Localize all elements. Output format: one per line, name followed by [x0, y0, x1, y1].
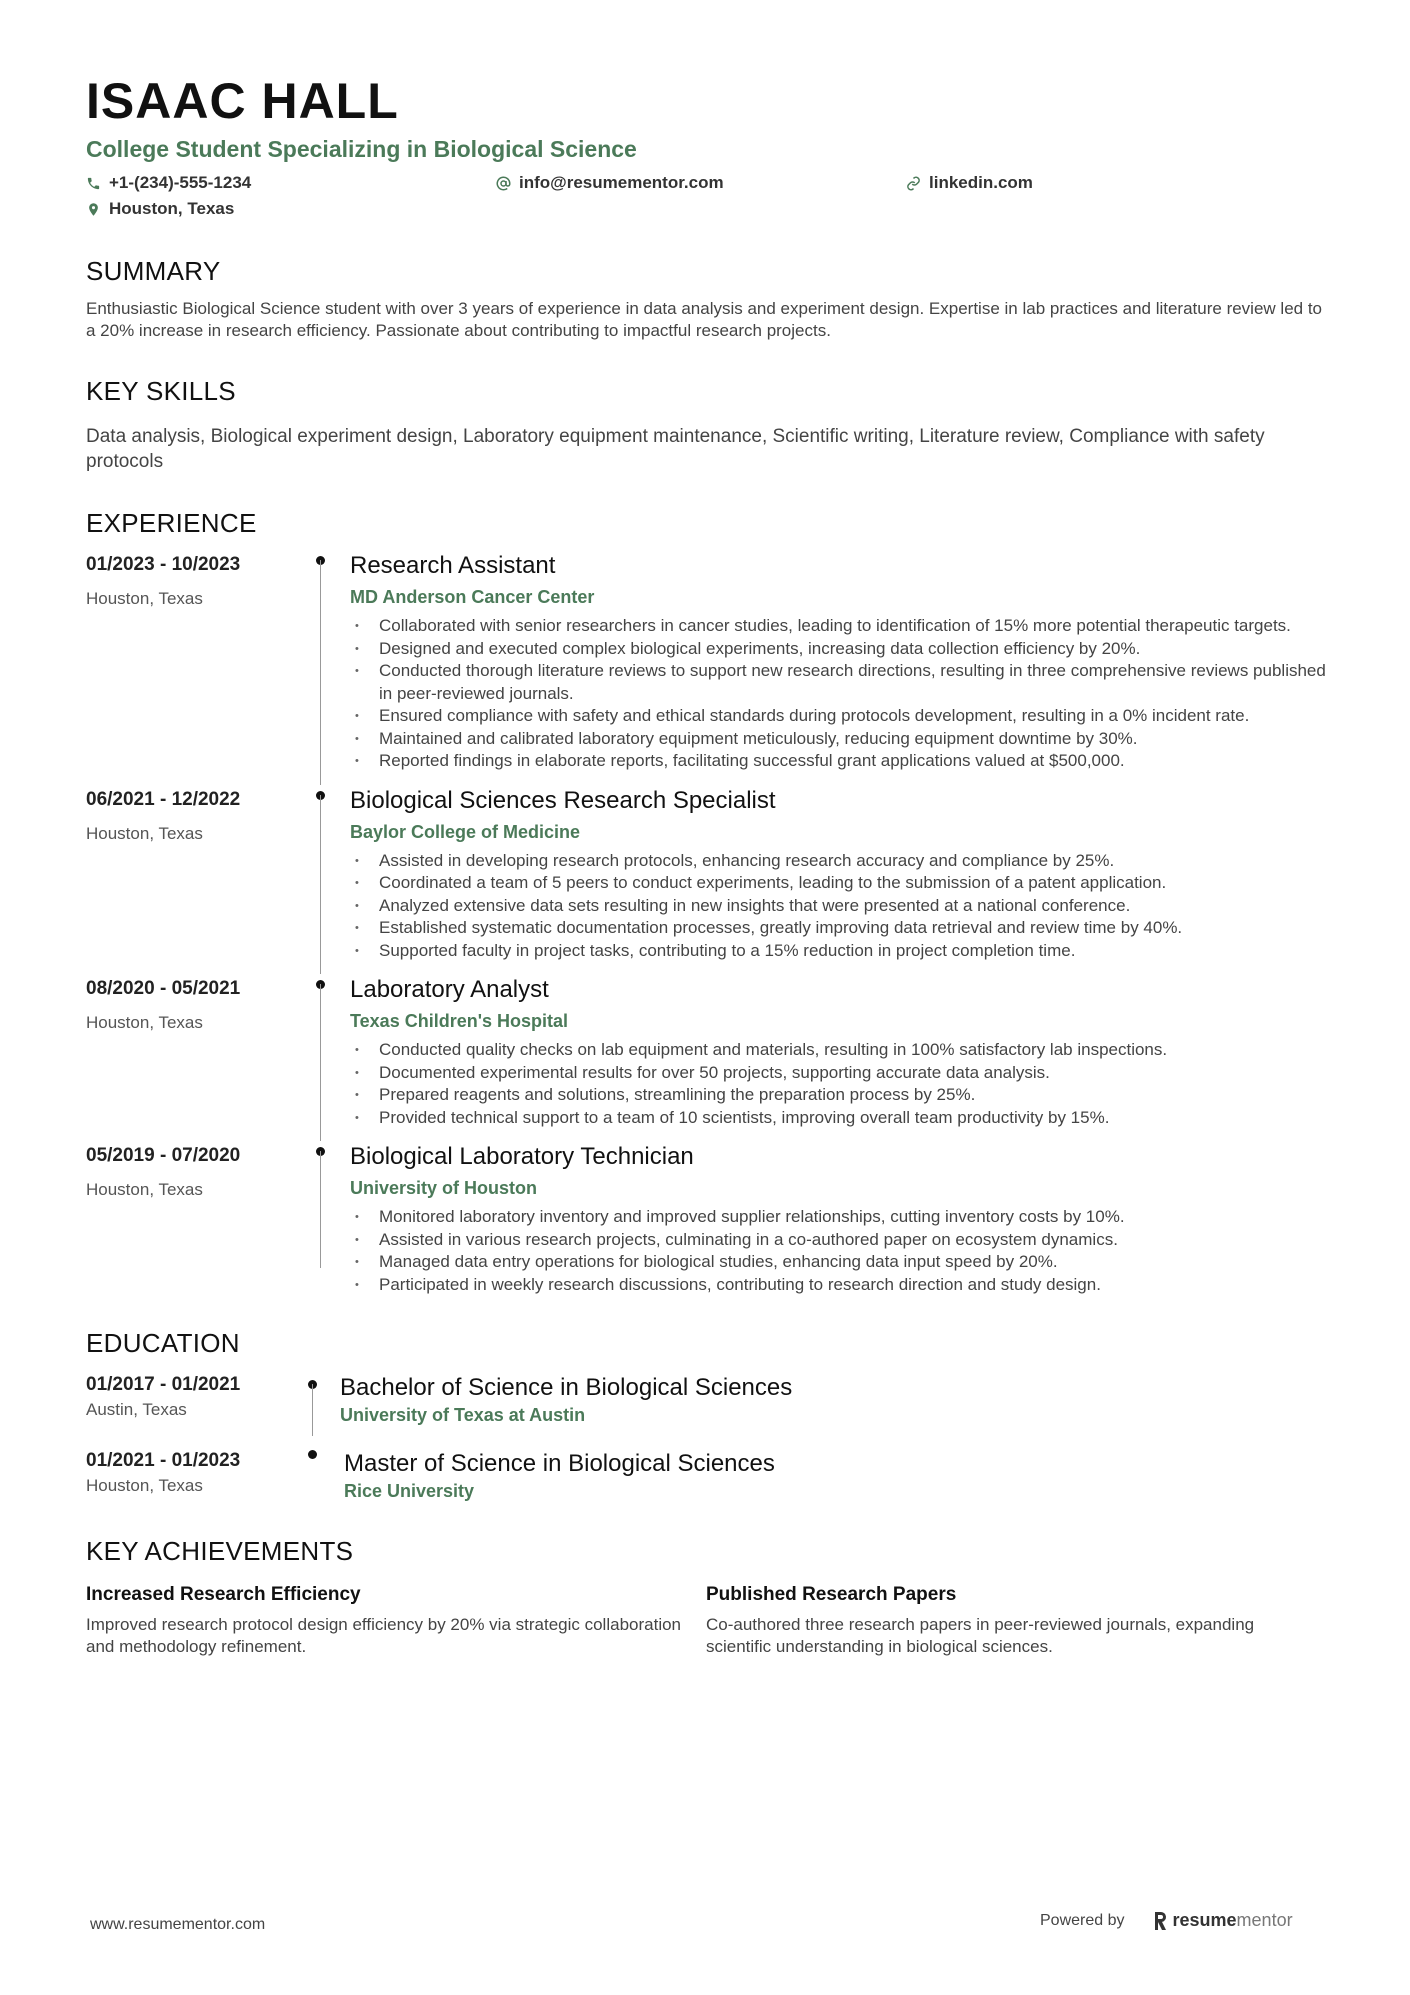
- footer-website[interactable]: www.resumementor.com: [90, 1916, 266, 1933]
- achievements-grid: [86, 1582, 1326, 1658]
- at-icon: [496, 176, 511, 191]
- experience-org: Texas Children's Hospital: [350, 1011, 569, 1031]
- education-dates: 01/2017 - 01/2021: [86, 1374, 241, 1395]
- experience-role: Biological Laboratory Technician: [350, 1143, 694, 1170]
- summary-heading: SUMMARY: [86, 256, 221, 286]
- achievement-item: [86, 1582, 706, 1658]
- bullet-item: • Collaborated with senior researchers in cancer studies, leading to identification of 15% more potential therapeutic targets.: [350, 615, 1326, 638]
- education-heading: EDUCATION: [86, 1328, 240, 1358]
- bullet-item: • Maintained and calibrated laboratory equipment meticulously, reducing equipment downtime by 30%.: [350, 728, 1326, 751]
- location-text: Houston, Texas: [109, 199, 235, 218]
- achievement-text: Improved research protocol design efficiency by 20% via strategic collaboration and methodology refinement.: [86, 1615, 681, 1656]
- brand-logo[interactable]: [1153, 1910, 1293, 1931]
- timeline-marker: [308, 1448, 344, 1502]
- bullet-item: • Assisted in various research projects, culminating in a co-authored paper on ecosystem dynamics.: [350, 1229, 1326, 1252]
- location-pin-icon: [86, 202, 101, 217]
- experience-org: MD Anderson Cancer Center: [350, 587, 595, 607]
- experience-org: University of Houston: [350, 1178, 538, 1198]
- timeline-line: [320, 795, 321, 975]
- timeline-marker: [308, 785, 350, 975]
- experience-dates: 05/2019 - 07/2020: [86, 1145, 241, 1166]
- powered-by-label: Powered by: [1040, 1911, 1125, 1929]
- education-dates: 01/2021 - 01/2023: [86, 1450, 241, 1471]
- experience-role: Laboratory Analyst: [350, 976, 549, 1003]
- timeline-marker: [308, 550, 350, 785]
- experience-item: [86, 1141, 1326, 1308]
- email-text: info@resumementor.com: [519, 173, 724, 192]
- experience-dates: 06/2021 - 12/2022: [86, 788, 241, 810]
- education-location: Houston, Texas: [86, 1476, 203, 1495]
- bullet-item: • Coordinated a team of 5 peers to conduct experiments, leading to the submission of a patent application.: [350, 872, 1326, 895]
- achievements-heading: KEY ACHIEVEMENTS: [86, 1536, 354, 1566]
- contact-bar: [86, 170, 1326, 222]
- bullet-item: • Documented experimental results for over 50 projects, supporting accurate data analysis.: [350, 1062, 1326, 1085]
- candidate-name: ISAAC HALL: [86, 73, 399, 129]
- bullet-item: • Reported findings in elaborate reports, facilitating successful grant applications valued at $500,000.: [350, 750, 1326, 773]
- bullet-item: • Conducted quality checks on lab equipment and materials, resulting in 100% satisfactory lab inspections.: [350, 1039, 1326, 1062]
- brand-name-part2: mentor: [1236, 1910, 1293, 1930]
- achievement-title: Published Research Papers: [706, 1584, 957, 1605]
- achievement-item: [706, 1582, 1326, 1658]
- skills-heading: KEY SKILLS: [86, 376, 236, 406]
- bullet-item: • Designed and executed complex biological experiments, increasing data collection efficiency by 20%.: [350, 638, 1326, 661]
- candidate-subtitle: College Student Specializing in Biological Science: [86, 136, 637, 162]
- experience-location: Houston, Texas: [86, 1013, 203, 1032]
- experience-item: [86, 974, 1326, 1141]
- linkedin-text: linkedin.com: [929, 173, 1033, 192]
- brand-name-part1: resume: [1172, 1910, 1237, 1930]
- experience-bullets: [350, 850, 1326, 963]
- timeline-dot: [308, 1450, 317, 1459]
- achievement-title: Increased Research Efficiency: [86, 1584, 361, 1605]
- bullet-item: • Managed data entry operations for biological studies, enhancing data input speed by 20%.: [350, 1251, 1326, 1274]
- phone-text: +1-(234)-555-1234: [109, 173, 252, 192]
- timeline-line: [320, 984, 321, 1141]
- brand-logo-icon: [1153, 1911, 1167, 1931]
- bullet-item: • Provided technical support to a team of 10 scientists, improving overall team productivity by 15%.: [350, 1107, 1326, 1130]
- education-school: University of Texas at Austin: [340, 1405, 586, 1425]
- achievement-text: Co-authored three research papers in peer-reviewed journals, expanding scientific understanding in biological sciences.: [706, 1615, 1255, 1656]
- contact-phone[interactable]: [86, 170, 496, 196]
- education-degree: Bachelor of Science in Biological Sciences: [340, 1374, 793, 1401]
- education-degree: Master of Science in Biological Sciences: [344, 1450, 775, 1477]
- timeline-marker: [308, 1141, 350, 1308]
- experience-bullets: [350, 1206, 1326, 1296]
- experience-location: Houston, Texas: [86, 823, 203, 843]
- bullet-item: • Established systematic documentation processes, greatly improving data retrieval and review time by 40%.: [350, 917, 1326, 940]
- experience-location: Houston, Texas: [86, 589, 203, 608]
- experience-dates: 08/2020 - 05/2021: [86, 978, 241, 999]
- timeline-line: [320, 560, 321, 785]
- experience-item: [86, 785, 1326, 975]
- experience-heading: EXPERIENCE: [86, 508, 257, 538]
- link-icon: [906, 176, 921, 191]
- bullet-item: • Assisted in developing research protocols, enhancing research accuracy and compliance by 25%.: [350, 850, 1326, 873]
- education-list: [86, 1372, 1326, 1502]
- timeline-line: [312, 1384, 313, 1436]
- experience-role: Biological Sciences Research Specialist: [350, 786, 776, 814]
- experience-bullets: [350, 1039, 1326, 1129]
- bullet-item: • Supported faculty in project tasks, contributing to a 15% reduction in project completion time.: [350, 940, 1326, 963]
- education-item: [86, 1372, 1326, 1426]
- skills-text: Data analysis, Biological experiment design, Laboratory equipment maintenance, Scientific writing, Literature review, Compliance with safety protocols: [86, 426, 1265, 472]
- phone-icon: [86, 176, 101, 191]
- timeline-marker: [308, 974, 350, 1141]
- summary-text: Enthusiastic Biological Science student with over 3 years of experience in data analysis and experiment design. Expertise in lab practices and literature review led to a 20% increase in research efficiency. Passionate about contributing to impactful research projects.: [86, 299, 1323, 340]
- bullet-item: • Analyzed extensive data sets resulting in new insights that were presented at a national conference.: [350, 895, 1326, 918]
- experience-item: [86, 550, 1326, 785]
- education-location: Austin, Texas: [86, 1400, 187, 1419]
- education-item: [86, 1448, 1326, 1502]
- experience-role: Research Assistant: [350, 552, 556, 579]
- contact-email[interactable]: [496, 170, 906, 196]
- timeline-marker: [308, 1372, 340, 1426]
- footer-branding: [1040, 1910, 1293, 1931]
- bullet-item: • Conducted thorough literature reviews to support new research directions, resulting in three comprehensive reviews published in peer-reviewed journals.: [350, 660, 1326, 705]
- resume-page: [86, 70, 1326, 1658]
- experience-bullets: [350, 615, 1326, 773]
- experience-list: [86, 550, 1326, 1308]
- bullet-item: • Participated in weekly research discussions, contributing to research direction and study design.: [350, 1274, 1326, 1297]
- experience-location: Houston, Texas: [86, 1180, 203, 1199]
- timeline-line: [320, 1151, 321, 1268]
- education-school: Rice University: [344, 1481, 475, 1501]
- experience-dates: 01/2023 - 10/2023: [86, 554, 241, 575]
- contact-linkedin[interactable]: [906, 170, 1306, 196]
- bullet-item: • Ensured compliance with safety and ethical standards during protocols development, resulting in a 0% incident rate.: [350, 705, 1326, 728]
- contact-location: [86, 196, 496, 222]
- experience-org: Baylor College of Medicine: [350, 821, 581, 842]
- bullet-item: • Prepared reagents and solutions, streamlining the preparation process by 25%.: [350, 1084, 1326, 1107]
- bullet-item: • Monitored laboratory inventory and improved supplier relationships, cutting inventory costs by 10%.: [350, 1206, 1326, 1229]
